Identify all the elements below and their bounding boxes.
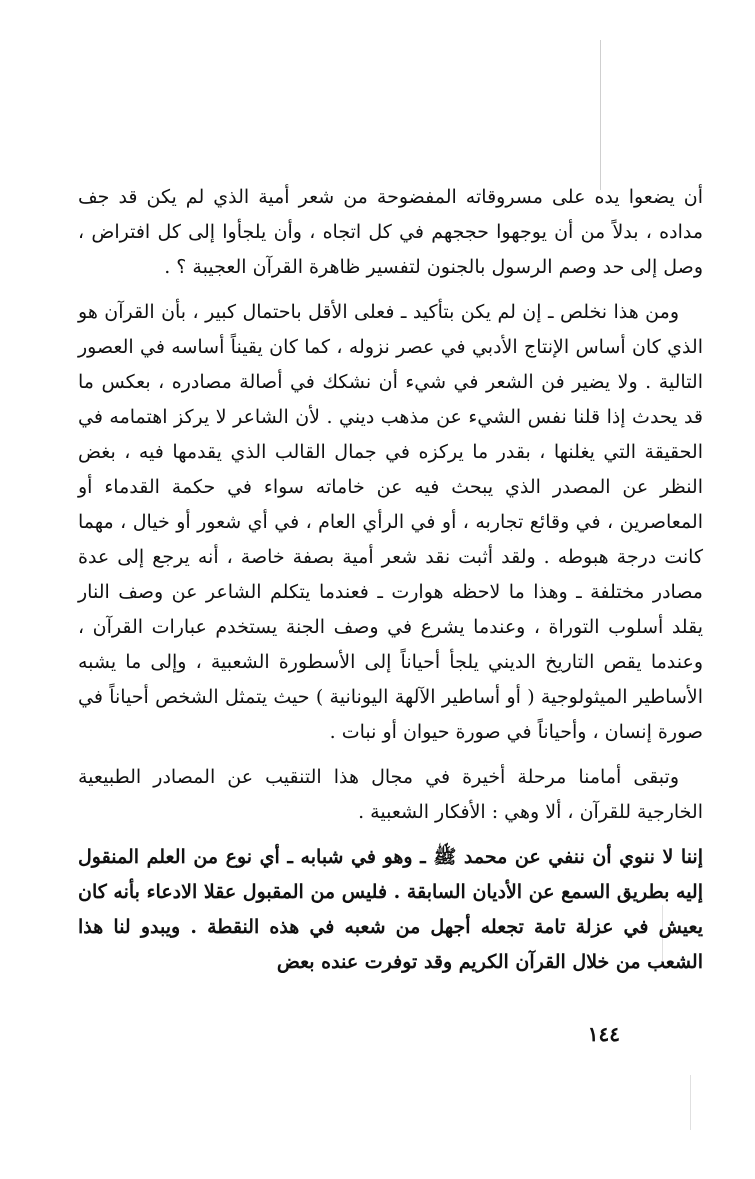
body-text [78, 180, 703, 980]
paragraph-bold: إننا لا ننوي أن ننفي عن محمد ﷺ ـ وهو في شبابه ـ أي نوع من العلم المنقول إليه بطريق السمع عن الأديان السابقة . فليس من المقبول عقلا الادعاء بأنه كان يعيش في عزلة تامة تجعله أجهل من شعبه في هذه النقطة . ويبدو لنا هذا الشعب من خلال القرآن الكريم وقد توفرت عنده بعض [78, 846, 703, 973]
paragraph-conclusion: ومن هذا نخلص ـ إن لم يكن بتأكيد ـ فعلى الأقل باحتمال كبير ، بأن القرآن هو الذي كان أساس الإنتاج الأدبي في عصر نزوله ، كما كان يقيناً أساسه في العصور التالية . ولا يضير فن الشعر في شيء أن نشكك في أصالة مصادره ، بعكس ما قد يحدث إذا قلنا نفس الشيء عن مذهب ديني . لأن الشاعر لا يركز اهتمامه في الحقيقة التي يغلنها ، بقدر ما يركزه في جمال القالب الذي يقدمها فيه ، بغض النظر عن المصدر الذي يبحث فيه عن خاماته سواء في حكمة القدماء أو المعاصرين ، في وقائع تجاربه ، أو في الرأي العام ، في أي شعور أو خيال ، مهما كانت درجة هبوطه . ولقد أثبت نقد شعر أمية بصفة خاصة ، أنه يرجع إلى عدة مصادر مختلفة ـ وهذا ما لاحظه هوارت ـ فعندما يتكلم الشاعر عن وصف النار يقلد أسلوب التوراة ، وعندما يشرع في وصف الجنة يستخدم عبارات القرآن ، وعندما يقص التاريخ الديني يلجأ أحياناً إلى الأسطورة الشعبية ، وإلى ما يشبه الأساطير الميثولوجية ( أو أساطير الآلهة اليونانية ) حيث يتمثل الشخص أحياناً في صورة إنسان ، وأحياناً في صورة حيوان أو نبات . [78, 301, 703, 743]
margin-mark [690, 1075, 691, 1130]
page-number: ١٤٤ [587, 1022, 620, 1046]
margin-mark [600, 40, 601, 190]
paragraph-final-stage: وتبقى أمامنا مرحلة أخيرة في مجال هذا التنقيب عن المصادر الطبيعية الخارجية للقرآن ، ألا وهي : الأفكار الشعبية . [78, 766, 703, 823]
paragraph-continuation: أن يضعوا يده على مسروقاته المفضوحة من شعر أمية الذي لم يكن قد جف مداده ، بدلاً من أن يوجهوا حججهم في كل اتجاه ، وأن يلجأوا إلى كل افتراض ، وصل إلى حد وصم الرسول بالجنون لتفسير ظاهرة القرآن العجيبة ؟ . [78, 186, 703, 278]
